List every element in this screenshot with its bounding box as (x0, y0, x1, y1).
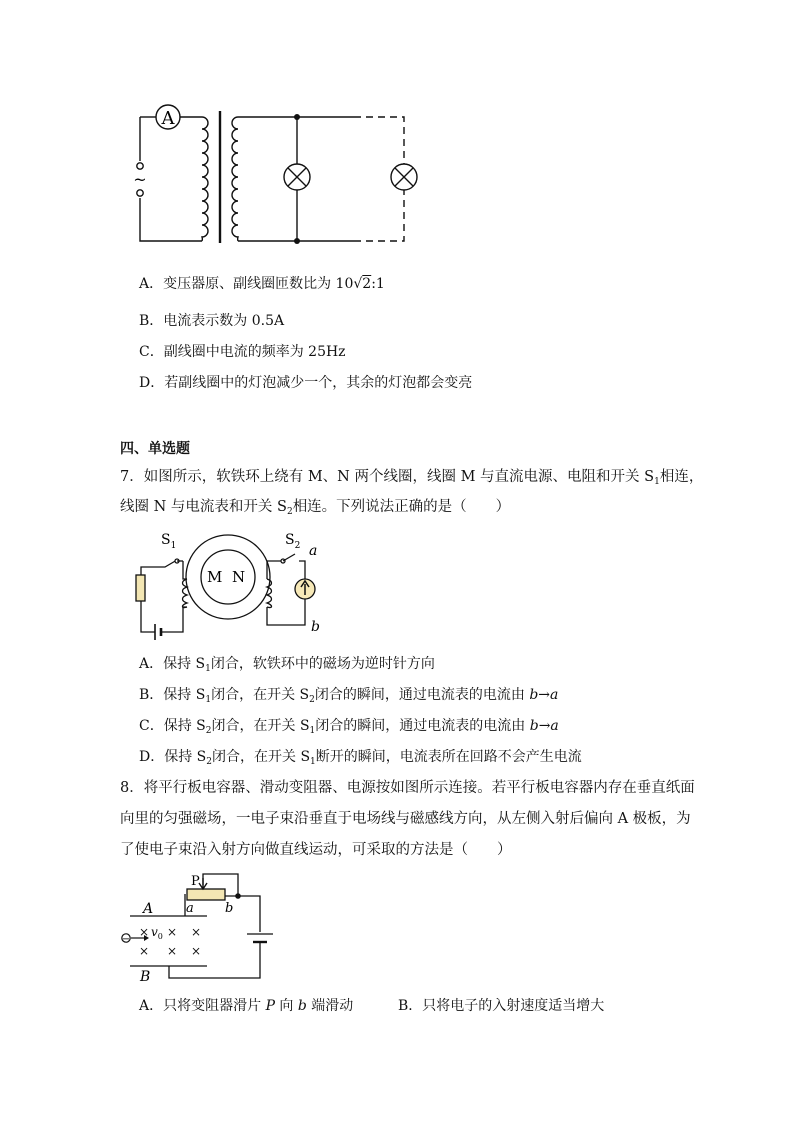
field-cross: × (167, 925, 178, 939)
sqrt-symbol: √ (353, 276, 363, 292)
q7-option-d-sub: 2 (206, 757, 212, 767)
q7-option-d-end: 断开的瞬间，电流表所在回路不会产生电流 (315, 749, 582, 765)
iron-ring-circuit-figure (125, 527, 330, 642)
q7-option-d-sub2: 1 (310, 757, 316, 767)
terminal-b-label: b (311, 619, 320, 635)
q8-option-a-p: P (265, 998, 275, 1014)
q7-line2-sub: 2 (286, 507, 293, 517)
q7-stem-line2 (120, 497, 510, 517)
transformer-circuit-figure (120, 95, 430, 255)
q7-option-c-text: C．保持 S (139, 718, 206, 734)
q7-option-b-text: B．保持 S (139, 687, 206, 703)
q7-option-b-sub2: 2 (309, 695, 315, 705)
q7-line1-end: 相连， (659, 469, 704, 485)
field-cross: × (167, 944, 178, 958)
q6-option-a-text: A．变压器原、副线圈匝数比为 10 (139, 276, 354, 292)
coil-n-label: N (232, 568, 246, 586)
rheostat-b-label: b (225, 901, 234, 916)
q7-option-d-mid: 闭合，在开关 S (212, 749, 311, 765)
rheostat-a-label: a (186, 901, 194, 916)
q7-option-c (139, 716, 559, 736)
q8-option-a-b: b (297, 998, 307, 1014)
q7-option-b-sub: 1 (205, 695, 212, 705)
q7-line2-end: 相连。下列说法正确的是（ ） (292, 499, 511, 515)
q6-option-d: D．若副线圈中的灯泡减少一个，其余的灯泡都会变亮 (139, 375, 473, 391)
q7-option-c-sub2: 1 (309, 726, 316, 736)
switch-s1-label: $S_1$ (161, 532, 177, 551)
q7-stem-line1 (120, 467, 703, 487)
field-cross: × (139, 925, 150, 939)
q8-option-a-mid: 向 (274, 998, 298, 1014)
q6-option-b: B．电流表示数为 0.5A (139, 313, 285, 329)
q8-stem-line1: 8．将平行板电容器、滑动变阻器、电源按如图所示连接。若平行板电容器内存在垂直纸面 (120, 780, 695, 796)
q7-option-a-end: 闭合，软铁环中的磁场为逆时针方向 (210, 656, 435, 672)
q7-option-d (139, 747, 582, 767)
q7-option-b-direction: b→a (529, 687, 559, 703)
q8-option-a-end: 端滑动 (306, 998, 354, 1014)
switch-s2-label: $S_2$ (285, 532, 301, 551)
sqrt-radicand: 2 (362, 276, 372, 292)
q8-option-a (139, 996, 353, 1016)
q7-line1-sub: 1 (654, 477, 660, 487)
q7-line1-text: 7．如图所示，软铁环上绕有 M、N 两个线圈，线圈 M 与直流电源、电阻和开关 S (120, 469, 655, 485)
q8-option-b: B．只将电子的入射速度适当增大 (398, 998, 605, 1014)
q7-option-a-sub: 1 (205, 664, 211, 674)
q7-option-b-mid: 闭合，在开关 S (211, 687, 310, 703)
q7-line2-text: 线圈 N 与电流表和开关 S (120, 499, 287, 515)
ammeter-label: A (161, 108, 175, 129)
q6-option-c: C．副线圈中电流的频率为 25Hz (139, 344, 346, 360)
q7-option-c-mid: 闭合，在开关 S (211, 718, 310, 734)
q7-option-d-text: D．保持 S (139, 749, 207, 765)
q6-option-a (139, 274, 385, 294)
section-heading: 四、单选题 (120, 441, 190, 457)
q8-stem-line3: 了使电子束沿入射方向做直线运动，可采取的方法是（ ） (120, 842, 512, 858)
plate-b-label: B (140, 969, 151, 985)
q7-option-c-mid2: 闭合的瞬间，通过电流表的电流由 (315, 718, 530, 734)
q7-option-a (139, 654, 435, 674)
q7-option-a-text: A．保持 S (139, 656, 206, 672)
field-cross: × (139, 944, 150, 958)
q8-option-a-text: A．只将变阻器滑片 (139, 998, 266, 1014)
q7-option-c-direction: b→a (529, 718, 559, 734)
q8-stem-line2: 向里的匀强磁场，一电子束沿垂直于电场线与磁感线方向，从左侧入射后偏向 A 极板，为 (120, 811, 691, 827)
q7-option-b-mid2: 闭合的瞬间，通过电流表的电流由 (314, 687, 530, 703)
field-cross: × (191, 944, 202, 958)
plate-a-label: A (143, 901, 154, 917)
capacitor-circuit-figure (115, 870, 275, 985)
q6-option-a-ratio: :1 (371, 276, 385, 292)
ac-source-symbol: ~ (133, 170, 147, 189)
q7-option-b (139, 685, 558, 705)
q7-option-c-sub: 2 (205, 726, 212, 736)
slider-p-label: P (191, 874, 200, 889)
velocity-label: $v_0$ (151, 925, 163, 941)
terminal-a-label: a (309, 543, 318, 559)
electron-sign: − (121, 934, 131, 945)
field-cross: × (191, 925, 202, 939)
coil-m-label: M (207, 568, 223, 586)
